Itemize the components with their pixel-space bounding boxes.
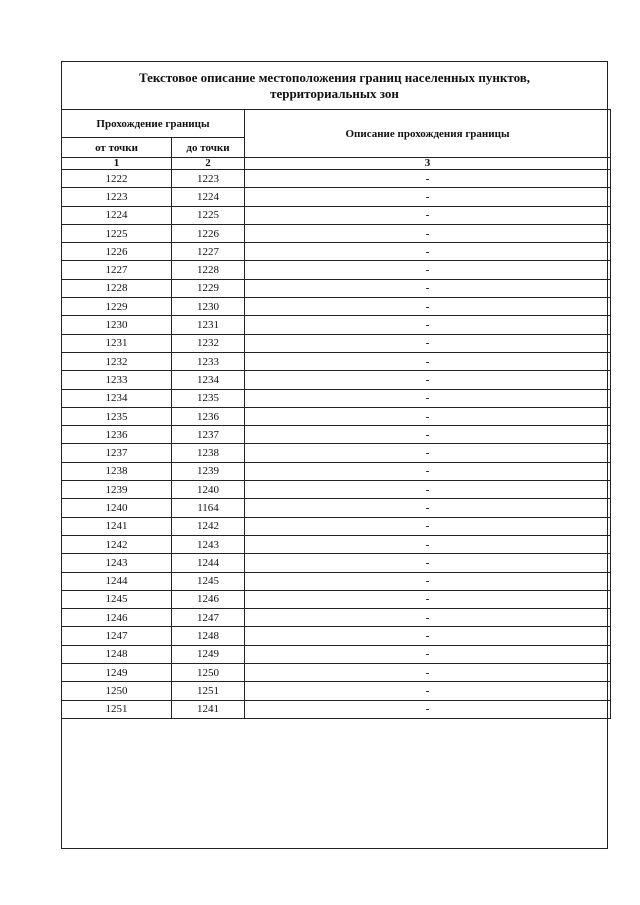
cell-description: -	[245, 243, 611, 261]
cell-description: -	[245, 298, 611, 316]
title-line-1: Текстовое описание местоположения границ населенных пунктов,	[138, 70, 531, 85]
cell-to-point: 1224	[172, 188, 245, 206]
column-number-2: 2	[172, 158, 245, 170]
table-row	[62, 426, 611, 444]
table-row	[62, 352, 611, 370]
header-to-point: до точки	[172, 138, 245, 158]
cell-to-point: 1226	[172, 224, 245, 242]
cell-to-point: 1227	[172, 243, 245, 261]
cell-description: -	[245, 572, 611, 590]
table-row	[62, 700, 611, 718]
cell-description: -	[245, 170, 611, 188]
cell-from-point: 1222	[62, 170, 172, 188]
cell-description: -	[245, 462, 611, 480]
cell-to-point: 1246	[172, 590, 245, 608]
table-row	[62, 444, 611, 462]
cell-to-point: 1229	[172, 279, 245, 297]
document-frame	[61, 61, 608, 849]
cell-to-point: 1243	[172, 535, 245, 553]
cell-to-point: 1248	[172, 627, 245, 645]
cell-to-point: 1228	[172, 261, 245, 279]
cell-description: -	[245, 316, 611, 334]
cell-to-point: 1237	[172, 426, 245, 444]
cell-description: -	[245, 426, 611, 444]
table-row	[62, 261, 611, 279]
cell-to-point: 1230	[172, 298, 245, 316]
cell-from-point: 1247	[62, 627, 172, 645]
header-from-point: от точки	[62, 138, 172, 158]
table-row	[62, 462, 611, 480]
cell-to-point: 1234	[172, 371, 245, 389]
cell-from-point: 1237	[62, 444, 172, 462]
cell-description: -	[245, 389, 611, 407]
cell-description: -	[245, 407, 611, 425]
table-row	[62, 682, 611, 700]
cell-to-point: 1236	[172, 407, 245, 425]
table-row	[62, 170, 611, 188]
cell-to-point: 1232	[172, 334, 245, 352]
table-row	[62, 535, 611, 553]
cell-to-point: 1250	[172, 664, 245, 682]
table-row	[62, 389, 611, 407]
cell-from-point: 1244	[62, 572, 172, 590]
cell-to-point: 1247	[172, 609, 245, 627]
table-row	[62, 609, 611, 627]
cell-description: -	[245, 535, 611, 553]
cell-description: -	[245, 700, 611, 718]
table-row	[62, 664, 611, 682]
cell-from-point: 1235	[62, 407, 172, 425]
cell-to-point: 1235	[172, 389, 245, 407]
cell-description: -	[245, 590, 611, 608]
cell-description: -	[245, 682, 611, 700]
table-row	[62, 188, 611, 206]
cell-description: -	[245, 206, 611, 224]
cell-description: -	[245, 279, 611, 297]
table-row	[62, 627, 611, 645]
cell-to-point: 1239	[172, 462, 245, 480]
table-row	[62, 316, 611, 334]
cell-to-point: 1223	[172, 170, 245, 188]
table-row	[62, 517, 611, 535]
table-row	[62, 279, 611, 297]
cell-from-point: 1225	[62, 224, 172, 242]
cell-from-point: 1241	[62, 517, 172, 535]
table-row	[62, 590, 611, 608]
cell-to-point: 1249	[172, 645, 245, 663]
cell-from-point: 1250	[62, 682, 172, 700]
cell-from-point: 1239	[62, 481, 172, 499]
column-number-1: 1	[62, 158, 172, 170]
cell-from-point: 1229	[62, 298, 172, 316]
table-row	[62, 224, 611, 242]
cell-description: -	[245, 645, 611, 663]
cell-to-point: 1233	[172, 352, 245, 370]
cell-description: -	[245, 188, 611, 206]
header-description: Описание прохождения границы	[245, 110, 611, 158]
cell-from-point: 1223	[62, 188, 172, 206]
header-boundary-passage: Прохождение границы	[62, 110, 245, 138]
cell-from-point: 1242	[62, 535, 172, 553]
table-body	[62, 170, 611, 719]
cell-to-point: 1225	[172, 206, 245, 224]
cell-description: -	[245, 554, 611, 572]
cell-from-point: 1240	[62, 499, 172, 517]
cell-description: -	[245, 352, 611, 370]
table-row	[62, 371, 611, 389]
cell-from-point: 1232	[62, 352, 172, 370]
cell-from-point: 1230	[62, 316, 172, 334]
cell-description: -	[245, 334, 611, 352]
cell-description: -	[245, 444, 611, 462]
cell-to-point: 1245	[172, 572, 245, 590]
table-row	[62, 481, 611, 499]
column-number-3: 3	[245, 158, 611, 170]
table-row	[62, 572, 611, 590]
cell-from-point: 1234	[62, 389, 172, 407]
cell-description: -	[245, 627, 611, 645]
table-row	[62, 645, 611, 663]
cell-to-point: 1164	[172, 499, 245, 517]
boundary-table	[61, 109, 611, 719]
table-row	[62, 206, 611, 224]
table-row	[62, 554, 611, 572]
cell-from-point: 1248	[62, 645, 172, 663]
cell-description: -	[245, 371, 611, 389]
table-row	[62, 407, 611, 425]
cell-from-point: 1249	[62, 664, 172, 682]
cell-from-point: 1246	[62, 609, 172, 627]
cell-from-point: 1227	[62, 261, 172, 279]
cell-from-point: 1236	[62, 426, 172, 444]
title-line-2: территориальных зон	[270, 86, 399, 101]
cell-to-point: 1238	[172, 444, 245, 462]
cell-to-point: 1240	[172, 481, 245, 499]
cell-from-point: 1228	[62, 279, 172, 297]
table-row	[62, 243, 611, 261]
cell-description: -	[245, 609, 611, 627]
table-row	[62, 298, 611, 316]
cell-description: -	[245, 261, 611, 279]
table-row	[62, 499, 611, 517]
table-row	[62, 334, 611, 352]
cell-description: -	[245, 481, 611, 499]
cell-to-point: 1242	[172, 517, 245, 535]
cell-to-point: 1231	[172, 316, 245, 334]
document-title	[62, 62, 607, 110]
cell-from-point: 1243	[62, 554, 172, 572]
cell-description: -	[245, 664, 611, 682]
cell-from-point: 1245	[62, 590, 172, 608]
cell-to-point: 1244	[172, 554, 245, 572]
cell-to-point: 1251	[172, 682, 245, 700]
cell-description: -	[245, 499, 611, 517]
cell-from-point: 1224	[62, 206, 172, 224]
cell-from-point: 1251	[62, 700, 172, 718]
cell-from-point: 1226	[62, 243, 172, 261]
cell-from-point: 1238	[62, 462, 172, 480]
cell-from-point: 1231	[62, 334, 172, 352]
cell-from-point: 1233	[62, 371, 172, 389]
cell-to-point: 1241	[172, 700, 245, 718]
cell-description: -	[245, 517, 611, 535]
cell-description: -	[245, 224, 611, 242]
